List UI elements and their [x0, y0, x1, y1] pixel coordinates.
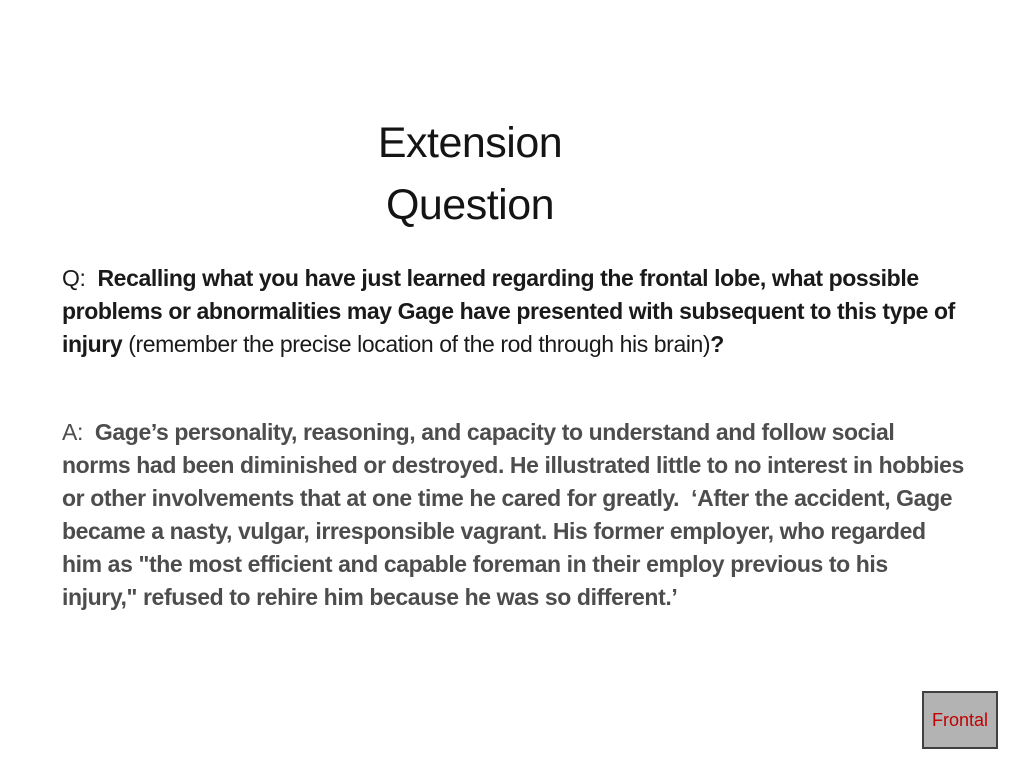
question-parenthetical-text: (remember the precise location of the rod through his brain): [128, 331, 711, 357]
question-mark: ?: [710, 331, 724, 357]
answer-main-text: Gage’s personality, reasoning, and capacity to understand and follow social norms had been diminished or destroyed. He illustrated little to no interest in hobbies or other involvements that at one time he cared for greatly. ‘After the accident, Gage became a nasty, vulgar, irresponsible vagrant. His former employer, who regarded him as "the most efficient and capable foreman in their employ previous to his injury," refused to rehire him because he was so different.’: [62, 419, 964, 610]
answer-paragraph: [62, 416, 966, 614]
answer-prefix: A:: [62, 419, 95, 445]
frontal-nav-button[interactable]: [922, 691, 998, 749]
title-line-2: Question: [385, 181, 555, 229]
title-line-1: Extension: [377, 119, 563, 167]
question-main-text: Recalling what you have just learned regarding the frontal lobe, what possible problems or abnormalities may Gage have presented with subsequent to this type of injury: [62, 265, 955, 357]
frontal-nav-button-label: Frontal: [931, 709, 989, 730]
question-prefix: Q:: [62, 265, 98, 291]
question-paragraph: [62, 262, 966, 361]
slide-title: [0, 112, 940, 236]
